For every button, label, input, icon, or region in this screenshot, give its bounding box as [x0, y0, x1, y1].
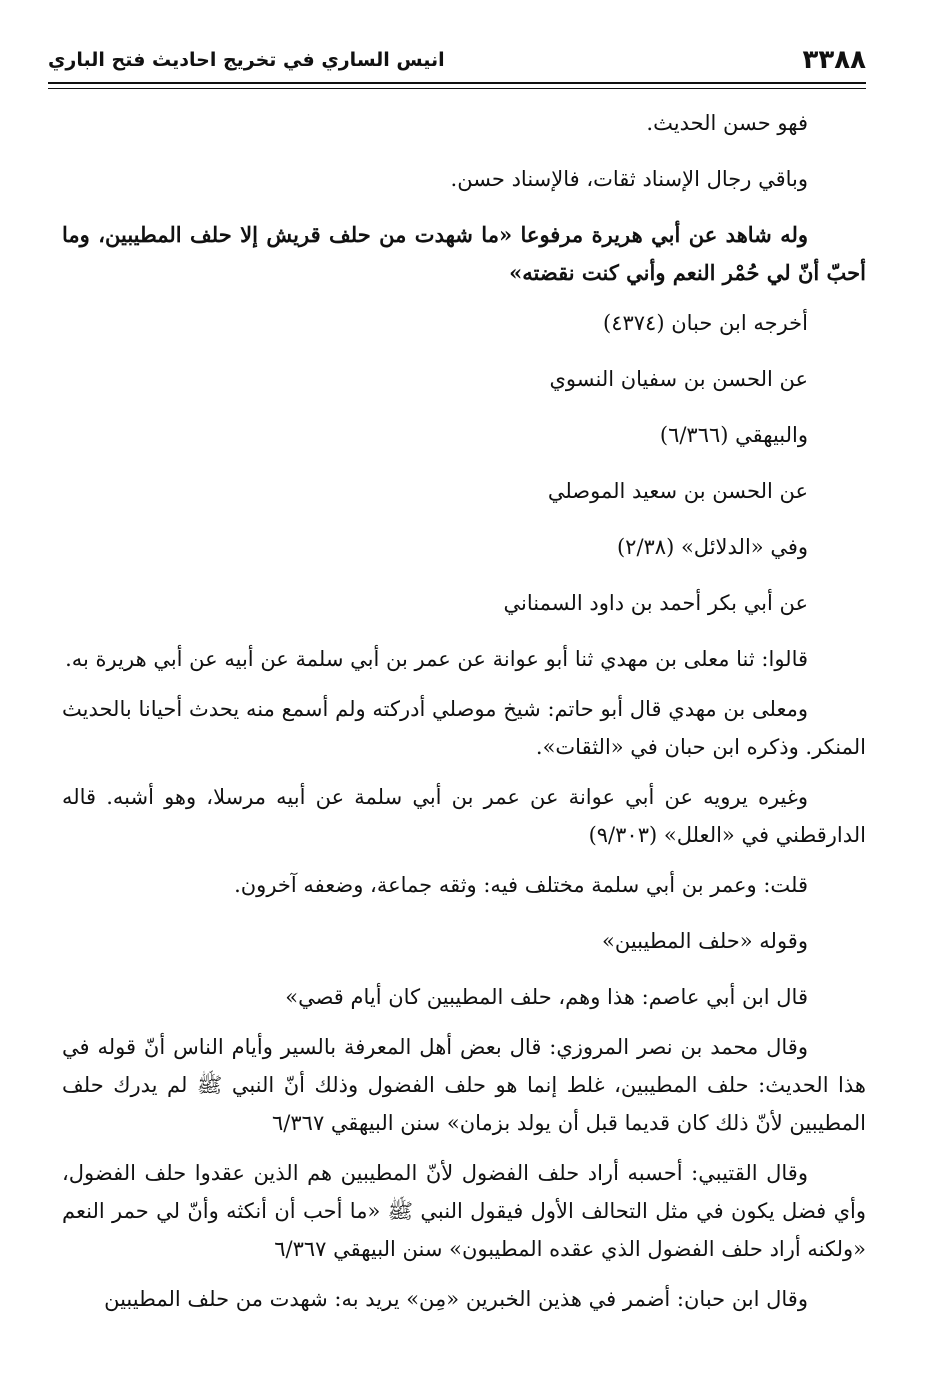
paragraph: فهو حسن الحديث. [646, 111, 808, 135]
paragraph: عن أبي بكر أحمد بن داود السمناني [503, 591, 808, 615]
paragraph: قال ابن أبي عاصم: هذا وهم، حلف المطيبين كان أيام قصي» [285, 985, 808, 1009]
paragraph: والبيهقي (٦/٣٦٦) [659, 423, 808, 447]
header-rule-thick [48, 82, 866, 84]
running-title: انيس الساري في تخريج احاديث فتح الباري [48, 49, 445, 71]
paragraph: عن الحسن بن سعيد الموصلي [547, 479, 808, 503]
paragraph: قلت: وعمر بن أبي سلمة مختلف فيه: وثقه جماعة، وضعفه آخرون. [234, 873, 808, 897]
header-rule-thin [48, 88, 866, 89]
paragraph: وقال ابن حبان: أضمر في هذين الخبرين «مِن» يريد به: شهدت من حلف المطيبين [104, 1287, 808, 1311]
paragraph: وقال محمد بن نصر المروزي: قال بعض أهل المعرفة بالسير وأيام الناس أنّ قوله في هذا الحديث: حلف المطيبين، غلط إنما هو حلف الفضول وذلك أنّ النبي ﷺ لم يدرك حلف المطيبين لأنّ ذلك كان قديما قبل أن يولد بزمان» سنن البيهقي ٦/٣٦٧ [62, 1035, 866, 1135]
page-body [62, 104, 866, 1330]
paragraph: قالوا: ثنا معلى بن مهدي ثنا أبو عوانة عن عمر بن أبي سلمة عن أبيه عن أبي هريرة به. [65, 647, 808, 671]
paragraph: وفي «الدلائل» (٢/٣٨) [616, 535, 808, 559]
paragraph: وباقي رجال الإسناد ثقات، فالإسناد حسن. [450, 167, 808, 191]
page-header [48, 40, 866, 80]
paragraph: أخرجه ابن حبان (٤٣٧٤) [603, 311, 808, 335]
paragraph-hadith: وله شاهد عن أبي هريرة مرفوعا «ما شهدت من حلف قريش إلا حلف المطيبين، وما أحبّ أنّ لي حُمْر النعم وأني كنت نقضته» [62, 222, 866, 285]
page-number: ٣٣٨٨ [802, 45, 866, 75]
paragraph: وقوله «حلف المطيبين» [601, 929, 808, 953]
paragraph: وغيره يرويه عن أبي عوانة عن عمر بن أبي سلمة عن أبيه مرسلا، وهو أشبه. قاله الدارقطني في «العلل» (٩/٣٠٣) [62, 785, 866, 847]
paragraph: عن الحسن بن سفيان النسوي [549, 367, 808, 391]
paragraph: ومعلى بن مهدي قال أبو حاتم: شيخ موصلي أدركته ولم أسمع منه يحدث أحيانا بالحديث المنكر. وذكره ابن حبان في «الثقات». [62, 697, 866, 759]
paragraph: وقال القتيبي: أحسبه أراد حلف الفضول لأنّ المطيبين هم الذين عقدوا حلف الفضول، وأي فضل يكون في مثل التحالف الأول فيقول النبي ﷺ «ما أحب أن أنكثه وأنّ لي حمر النعم «ولكنه أراد حلف الفضول الذي عقده المطيبون» سنن البيهقي ٦/٣٦٧ [62, 1161, 866, 1261]
